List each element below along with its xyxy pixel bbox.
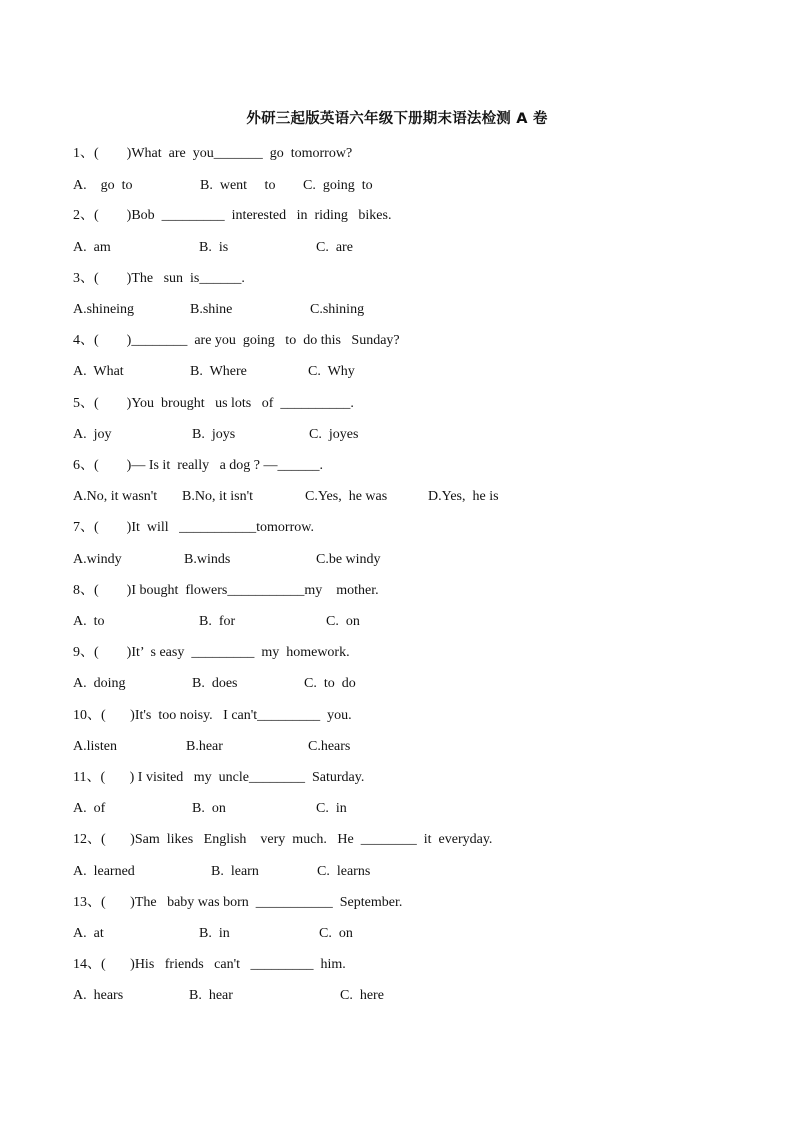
option-b: B. Where xyxy=(190,364,247,379)
option-b: B. went to xyxy=(200,178,276,193)
options-row-2 xyxy=(73,239,753,257)
question-7: 7、( )It will ___________tomorrow. xyxy=(73,520,314,535)
options-row-5 xyxy=(73,426,753,444)
option-c: C. going to xyxy=(303,178,373,193)
options-row-4 xyxy=(73,363,753,381)
question-6: 6、( )— Is it really a dog ? —______. xyxy=(73,458,324,473)
option-b: B.winds xyxy=(184,552,231,567)
question-4: 4、( )________ are you going to do this Sunday? xyxy=(73,333,400,348)
option-c: C. in xyxy=(316,801,347,816)
question-1: 1、( )What are you_______ go tomorrow? xyxy=(73,146,353,161)
option-a: A. of xyxy=(73,801,106,816)
option-c: C.Yes, he was xyxy=(305,489,388,504)
option-c: C.shining xyxy=(310,302,365,317)
option-c: C.hears xyxy=(308,739,351,754)
option-c: C. here xyxy=(340,988,384,1003)
option-a: A. doing xyxy=(73,676,126,691)
option-c: C. joyes xyxy=(309,427,359,442)
option-b: B. is xyxy=(199,240,229,255)
option-c: C.be windy xyxy=(316,552,381,567)
question-10: 10、( )It's too noisy. I can't_________ you. xyxy=(73,708,352,723)
option-b: B. learn xyxy=(211,864,259,879)
options-row-1 xyxy=(73,177,753,195)
option-b: B. joys xyxy=(192,427,236,442)
question-12: 12、( )Sam likes English very much. He ________ it everyday. xyxy=(73,832,493,847)
options-row-13 xyxy=(73,925,753,943)
options-row-11 xyxy=(73,800,753,818)
question-14: 14、( )His friends can't _________ him. xyxy=(73,957,346,972)
option-a: A.listen xyxy=(73,739,117,754)
question-3: 3、( )The sun is______. xyxy=(73,271,245,286)
option-a: A. What xyxy=(73,364,124,379)
option-b: B. in xyxy=(199,926,230,941)
option-c: C. are xyxy=(316,240,353,255)
option-a: A.shineing xyxy=(73,302,135,317)
option-a: A. learned xyxy=(73,864,135,879)
option-a: A. joy xyxy=(73,427,112,442)
option-c: C. on xyxy=(326,614,360,629)
option-b: B.No, it isn't xyxy=(182,489,253,504)
option-d: D.Yes, he is xyxy=(428,489,499,504)
options-row-6 xyxy=(73,488,753,506)
option-c: C. on xyxy=(319,926,353,941)
options-row-12 xyxy=(73,863,753,881)
option-a: A. to xyxy=(73,614,105,629)
option-b: B. hear xyxy=(189,988,233,1003)
options-row-7 xyxy=(73,551,753,569)
option-a: A. at xyxy=(73,926,104,941)
options-row-9 xyxy=(73,675,753,693)
question-11: 11、( ) I visited my uncle________ Saturday. xyxy=(73,770,365,785)
option-a: A. hears xyxy=(73,988,124,1003)
question-9: 9、( )It’ s easy _________ my homework. xyxy=(73,645,350,660)
option-a: A. go to xyxy=(73,178,133,193)
options-row-3 xyxy=(73,301,753,319)
option-a: A.windy xyxy=(73,552,122,567)
option-b: B. on xyxy=(192,801,226,816)
question-8: 8、( )I bought flowers___________my mother. xyxy=(73,583,379,598)
option-c: C. Why xyxy=(308,364,355,379)
options-row-10 xyxy=(73,738,753,756)
option-a: A. am xyxy=(73,240,111,255)
question-2: 2、( )Bob _________ interested in riding bikes. xyxy=(73,208,392,223)
option-c: C. learns xyxy=(317,864,371,879)
option-b: B.shine xyxy=(190,302,233,317)
question-13: 13、( )The baby was born ___________ September. xyxy=(73,895,403,910)
page-title: 外研三起版英语六年级下册期末语法检测 A 卷 xyxy=(246,111,548,127)
option-a: A.No, it wasn't xyxy=(73,489,158,504)
option-b: B. does xyxy=(192,676,238,691)
option-b: B. for xyxy=(199,614,236,629)
option-c: C. to do xyxy=(304,676,356,691)
question-5: 5、( )You brought us lots of __________. xyxy=(73,396,354,411)
option-b: B.hear xyxy=(186,739,223,754)
options-row-8 xyxy=(73,613,753,631)
options-row-14 xyxy=(73,987,753,1005)
